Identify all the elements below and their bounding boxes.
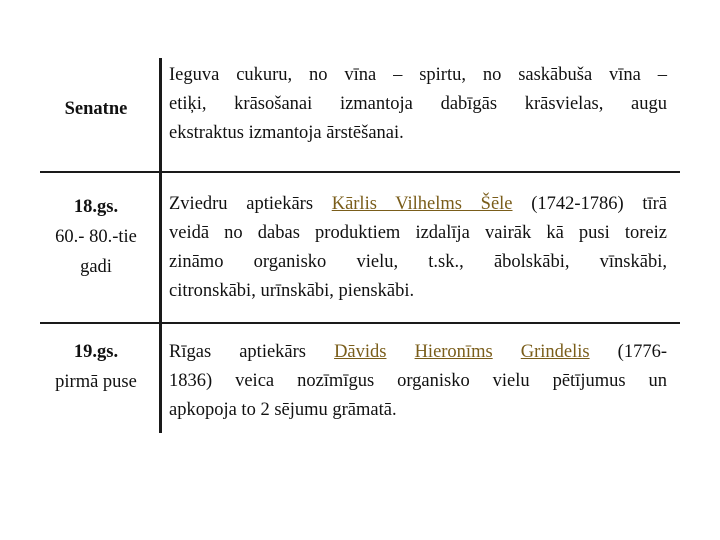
person-link-scheele[interactable]: Kārlis Vilhelms Šēle — [331, 194, 513, 214]
period-cell-18th-century — [40, 192, 152, 282]
description-cell-18th-century — [169, 190, 667, 306]
text-fragment: Zviedru aptiekārs — [169, 194, 332, 214]
text-line: 1836) veica nozīmīgus organisko vielu pētījumus un — [169, 371, 667, 391]
description-cell-19th-century — [169, 338, 667, 425]
text-line — [169, 338, 667, 367]
text-line: citronskābi, urīnskābi, pienskābi. — [169, 281, 415, 301]
period-cell-19th-century — [40, 337, 152, 397]
text-line: Ieguva cukuru, no vīna – spirtu, no saskābuša vīna – — [169, 65, 667, 85]
description-cell-ancient — [169, 61, 667, 148]
text-line: apkopoja to 2 sējumu grāmatā. — [169, 400, 397, 420]
period-sublabel: 60.- 80.-tie — [55, 227, 137, 247]
period-cell-ancient — [40, 94, 152, 124]
period-label: 19.gs. — [73, 342, 119, 362]
person-link-grindel-first-name[interactable]: Dāvids — [334, 342, 387, 362]
period-label: Senatne — [64, 99, 128, 119]
period-label: 18.gs. — [73, 197, 119, 217]
period-sublabel: gadi — [80, 257, 112, 277]
text-fragment: Rīgas aptiekārs — [169, 342, 335, 362]
text-line — [169, 190, 667, 219]
text-line: zināmo organisko vielu, t.sk., ābolskābi, vīnskābi, — [169, 252, 667, 272]
person-link-grindel-middle-name[interactable]: Hieronīms — [414, 342, 493, 362]
text-line: etiķi, krāsošanai izmantoja dabīgās krāsvielas, augu — [169, 94, 667, 114]
text-line: veidā no dabas produktiem izdalīja vairāk kā pusi toreiz — [169, 223, 667, 243]
row-divider-1 — [40, 171, 680, 173]
text-fragment: (1776- — [589, 342, 668, 362]
vertical-divider — [159, 58, 162, 433]
text-line: ekstraktus izmantoja ārstēšanai. — [169, 123, 404, 143]
row-divider-2 — [40, 322, 680, 324]
person-link-grindel-surname[interactable]: Grindelis — [520, 342, 590, 362]
period-sublabel: pirmā puse — [55, 372, 137, 392]
text-fragment: (1742-1786) tīrā — [512, 194, 668, 214]
